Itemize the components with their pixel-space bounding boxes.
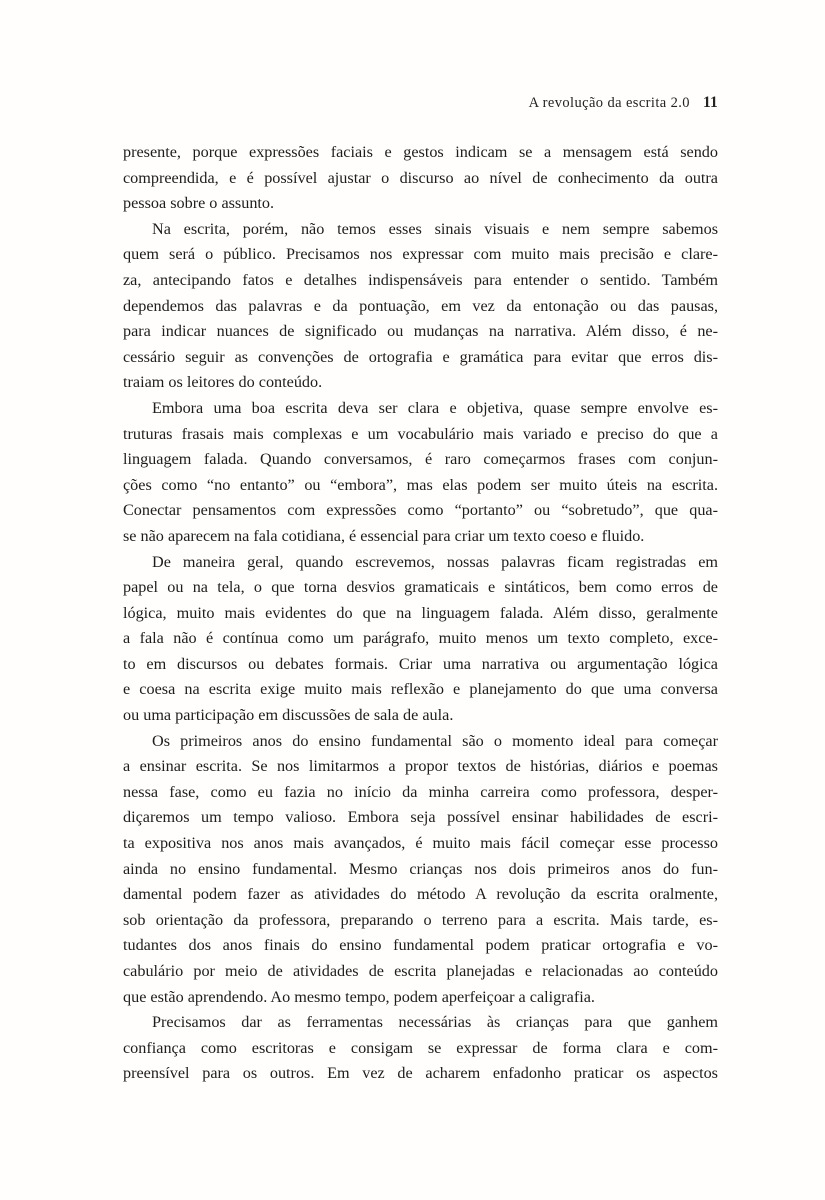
text-line: damental podem fazer as atividades do método A revolução da escrita oralmente, bbox=[123, 885, 718, 904]
text-line: que estão aprendendo. Ao mesmo tempo, podem aperfeiçoar a caligrafia. bbox=[123, 987, 595, 1006]
text-line: tudantes dos anos finais do ensino fundamental podem praticar ortografia e vo- bbox=[123, 936, 718, 955]
text-line: papel ou na tela, o que torna desvios gramaticais e sintáticos, bem como erros de bbox=[123, 578, 718, 597]
text-line: confiança como escritoras e consigam se expressar de forma clara e com- bbox=[123, 1038, 718, 1057]
text-line: De maneira geral, quando escrevemos, nossas palavras ficam registradas em bbox=[152, 552, 718, 571]
text-line: ta expositiva nos anos mais avançados, é muito mais fácil começar esse processo bbox=[123, 834, 718, 853]
text-line: preensível para os outros. Em vez de acharem enfadonho praticar os aspectos bbox=[123, 1064, 718, 1083]
paragraph bbox=[123, 140, 718, 217]
text-line: compreendida, e é possível ajustar o discurso ao nível de conhecimento da outra bbox=[123, 168, 718, 187]
text-line: pessoa sobre o assunto. bbox=[123, 194, 275, 213]
text-line: diçaremos um tempo valioso. Embora seja possível ensinar habilidades de escri- bbox=[123, 808, 718, 827]
text-line: linguagem falada. Quando conversamos, é raro começarmos frases com conjun- bbox=[123, 450, 718, 469]
text-line: traiam os leitores do conteúdo. bbox=[123, 373, 323, 392]
text-line: ainda no ensino fundamental. Mesmo crianças nos dois primeiros anos do fun- bbox=[123, 859, 718, 878]
text-line: se não aparecem na fala cotidiana, é essencial para criar um texto coeso e fluido. bbox=[123, 526, 645, 545]
text-line: presente, porque expressões faciais e gestos indicam se a mensagem está sendo bbox=[123, 143, 718, 161]
text-line: Conectar pensamentos com expressões como “portanto” ou “sobretudo”, que qua- bbox=[123, 501, 718, 520]
paragraph bbox=[123, 1010, 718, 1087]
text-line: e coesa na escrita exige muito mais reflexão e planejamento do que uma conversa bbox=[123, 680, 718, 699]
text-line: Os primeiros anos do ensino fundamental são o momento ideal para começar bbox=[152, 731, 718, 750]
text-line: nessa fase, como eu fazia no início da minha carreira como professora, desper- bbox=[123, 782, 718, 801]
text-line: ções como “no entanto” ou “embora”, mas elas podem ser muito úteis na escrita. bbox=[123, 475, 718, 494]
text-line: Na escrita, porém, não temos esses sinais visuais e nem sempre sabemos bbox=[152, 219, 718, 238]
paragraph bbox=[123, 217, 718, 396]
text-line: lógica, muito mais evidentes do que na linguagem falada. Além disso, geralmente bbox=[123, 603, 718, 622]
page-body bbox=[123, 140, 718, 1087]
running-header bbox=[123, 95, 718, 111]
page-number: 11 bbox=[702, 94, 718, 111]
paragraph bbox=[123, 396, 718, 550]
text-line: dependemos das palavras e da pontuação, em vez da entonação ou das pausas, bbox=[123, 296, 718, 315]
text-line: truturas frasais mais complexas e um vocabulário mais variado e preciso do que a bbox=[123, 424, 718, 443]
text-line: quem será o público. Precisamos nos expressar com muito mais precisão e clare- bbox=[123, 245, 718, 264]
text-line: ou uma participação em discussões de sala de aula. bbox=[123, 706, 454, 725]
text-line: Embora uma boa escrita deva ser clara e objetiva, quase sempre envolve es- bbox=[152, 398, 718, 417]
text-line: cabulário por meio de atividades de escrita planejadas e relacionadas ao conteúdo bbox=[123, 962, 718, 980]
text-line: Precisamos dar as ferramentas necessárias às crianças para que ganhem bbox=[152, 1013, 718, 1032]
text-line: para indicar nuances de significado ou mudanças na narrativa. Além disso, é ne- bbox=[123, 322, 718, 341]
paragraph bbox=[123, 550, 718, 729]
paragraph bbox=[123, 729, 718, 1011]
running-header-title: A revolução da escrita 2.0 bbox=[528, 95, 690, 111]
text-line: a ensinar escrita. Se nos limitarmos a propor textos de histórias, diários e poemas bbox=[123, 757, 718, 776]
text-line: sob orientação da professora, preparando o terreno para a escrita. Mais tarde, es- bbox=[123, 910, 718, 929]
text-line: to em discursos ou debates formais. Criar uma narrativa ou argumentação lógica bbox=[123, 654, 718, 673]
text-line: cessário seguir as convenções de ortografia e gramática para evitar que erros dis- bbox=[123, 347, 718, 366]
text-line: a fala não é contínua como um parágrafo, muito menos um texto completo, exce- bbox=[123, 629, 718, 648]
text-line: za, antecipando fatos e detalhes indispensáveis para entender o sentido. Também bbox=[123, 270, 718, 289]
